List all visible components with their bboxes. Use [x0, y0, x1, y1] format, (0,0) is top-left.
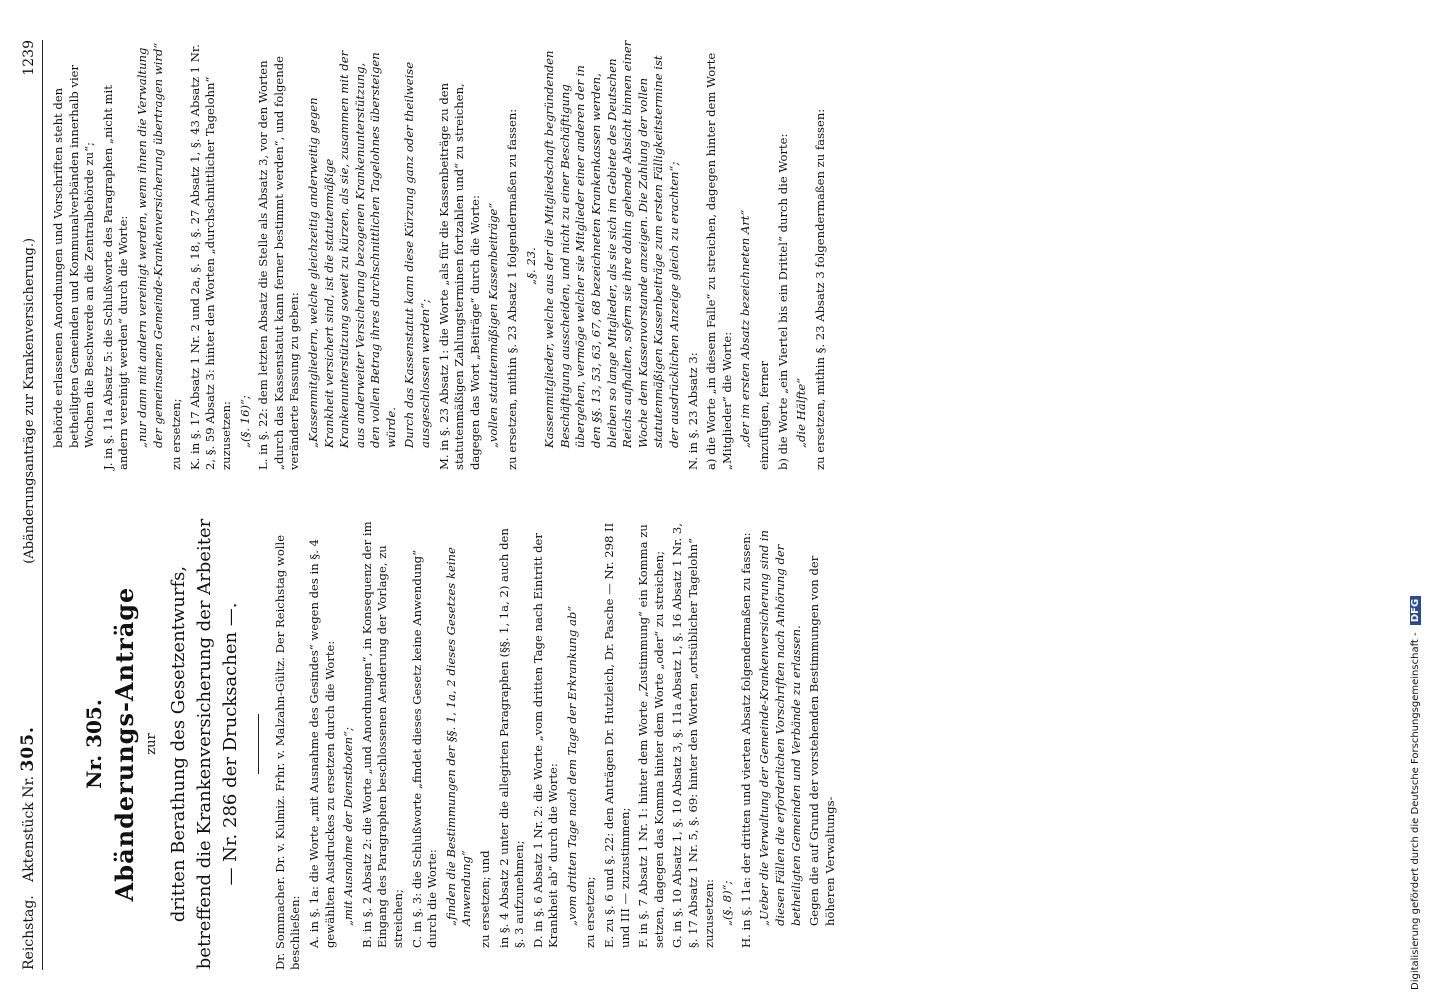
- paragraph: A. in §. 1a: die Worte „mit Ausnahme des Gesindes“ wegen des in §. 4 gewählten Ausdruckes zu ersetzen durch die Worte:: [306, 539, 337, 948]
- paragraph: J. in §. 11a Absatz 5: die Schlußworte des Paragraphen „nicht mit andern vereinigt werden“ durch die Worte:: [100, 85, 131, 470]
- paragraph: einzufügen, ferner: [756, 360, 771, 470]
- document-title: Abänderungs-Anträge: [109, 586, 139, 902]
- paragraph: K. in §. 17 Absatz 1 Nr. 2 und 2a, §. 18, §. 27 Absatz 1, §. 43 Absatz 1 Nr. 2, §. 59 Absatz 3: hinter den Worten „durchschnittlicher Tagelohn“ zuzusetzen:: [187, 44, 233, 470]
- paragraph: „finden die Bestimmungen der §§. 1, 1a, 2 dieses Gesetzes keine Anwendung“: [443, 547, 474, 926]
- paragraph: zu ersetzen, mithin §. 23 Absatz 1 folgendermaßen zu fassen:: [505, 108, 520, 470]
- section-heading: „§. 23.: [523, 247, 538, 285]
- paragraph: Durch das Kassenstatut kann diese Kürzung ganz oder theilweise ausgeschlossen werden“;: [402, 61, 433, 448]
- paragraph: H. in §. 11a: der dritten und vierten Absatz folgendermaßen zu fassen:: [738, 532, 753, 948]
- header-left: [18, 726, 38, 970]
- paragraph: zu ersetzen;: [583, 876, 598, 948]
- title-connector: zur: [144, 733, 160, 755]
- header-reichstag: Reichstag.: [21, 895, 37, 970]
- paragraph: „(§. 8)“;: [720, 880, 735, 926]
- paragraph: E. zu §. 6 und §. 22: den Anträgen Dr. Hutzleich, Dr. Pasche — Nr. 298 II und III — zuzustimmen;: [602, 522, 632, 948]
- document-number: Nr. 305.: [82, 699, 106, 789]
- paragraph: N. in §. 23 Absatz 3:: [685, 352, 700, 470]
- paragraph: M. in §. 23 Absatz 1: die Worte „als für die Kassenbeiträge zu den statutenmäßigen Zahlungsterminen fortzahlen und“ zu streichen, dagegen das Wort „Beiträge“ durch die Worte:: [436, 82, 482, 470]
- paragraph: zu ersetzen;: [169, 398, 184, 470]
- paragraph: b) die Worte „ein Viertel bis ein Drittel“ durch die Worte:: [775, 133, 790, 470]
- page-number: 1239: [21, 40, 37, 76]
- digitization-note: [1408, 0, 1430, 1000]
- divider: [258, 714, 259, 774]
- paragraph: F. in §. 7 Absatz 1 Nr. 1: hinter dem Worte „Zustimmung“ ein Komma zu setzen, dagegen das Komma hinter dem Worte „oder“ zu streichen;: [636, 524, 666, 948]
- paragraph: C. in §. 3: die Schlußworte „findet dieses Gesetz keine Anwendung“ durch die Worte:: [409, 549, 440, 948]
- paragraph: „vollen statutenmäßigen Kassenbeiträge“: [486, 202, 501, 448]
- paragraph: Kassenmitglieder, welche aus der die Mitgliedschaft begründenden Beschäftigung ausscheiden, und nicht zu einer Beschäftigung übergehen, vermöge welcher sie Mitglieder einer anderen der in den §§. 13, 53, 63, 67, 68 bezeichneten Krankenkassen werden, bleiben so lange Mitglieder, als sie sich im Gebiete des Deutschen Reichs aufhalten, sofern sie ihre dahin gehende Absicht binnen einer Woche dem Kassenvorstande anzeigen. Die Zahlung der vollen statutenmäßigen Kassenbeiträge zum ersten Fälligkeitstermine ist der ausdrücklichen Anzeige gleich zu erachten“;: [542, 40, 681, 448]
- paragraph: „die Hälfte“: [794, 377, 809, 448]
- paragraph: „nur dann mit andern vereinigt werden, wenn ihnen die Verwaltung der gemeinsamen Gemeinde-Krankenversicherung übertragen wird“: [134, 42, 165, 448]
- dfg-logo: DFG: [1410, 596, 1421, 625]
- paragraph: „Ueber die Verwaltung der Gemeinde-Krankenversicherung sind in diesen Fällen die erforderlichen Vorschriften nach Anhörung der betheiligten Gemeinden und Verbände zu erlassen.: [757, 530, 803, 926]
- motion-intro: Dr. Sommacher. Dr. v. Kulmiz. Frhr. v. Malzahn-Gültz. Der Reichstag wolle beschließen:: [272, 534, 303, 970]
- left-column: [51, 518, 841, 970]
- header-aktenstueck: Aktenstück Nr.: [21, 775, 37, 882]
- paragraph: behörde erlassenen Anordnungen und Vorschriften steht den betheiligten Gemeinden und Kommunalverbänden innerhalb vier Wochen die Beschwerde an die Zentralbehörde zu“;: [51, 64, 97, 448]
- paragraph: „Kassenmitgliedern, welche gleichzeitig anderweitig gegen Krankheit versichert sind, ist die statutenmäßige Krankenunterstützung soweit zu kürzen, als sie, zusammen mit der aus anderweiter Versicherung bezogenen Krankenunterstützung, den vollen Betrag ihres durchschnittlichen Tagelohnes übersteigen würde.: [305, 50, 398, 448]
- paragraph: „der im ersten Absatz bezeichneten Art“: [738, 209, 753, 448]
- document-subtitle: dritten Berathung des Gesetzentwurfs, betreffend die Krankenversicherung der Arbeiter — Nr. 286 der Drucksachen —.: [167, 518, 241, 970]
- paragraph: Gegen die auf Grund der vorstehenden Bestimmungen von der höheren Verwaltungs-: [807, 555, 837, 926]
- paragraph: a) die Worte „in diesem Falle“ zu streichen, dagegen hinter dem Worte „Mitglieder“ die Worte:: [704, 52, 734, 470]
- paragraph: zu ersetzen; und: [477, 850, 492, 948]
- text-columns: [51, 40, 841, 970]
- paragraph: „vom dritten Tage nach dem Tage der Erkrankung ab“: [564, 605, 579, 926]
- paragraph: D. in §. 6 Absatz 1 Nr. 2: die Worte „vom dritten Tage nach Eintritt der Krankheit ab“ durch die Worte:: [530, 533, 561, 948]
- page-header: [18, 40, 43, 970]
- paragraph: B. in §. 2 Absatz 2: die Worte „und Anordnungen“, in Konsequenz der im Eingang des Paragraphen beschlossenen Aenderung der Vorlage, zu streichen;: [359, 521, 405, 948]
- header-number: 305.: [18, 726, 38, 772]
- paragraph: in §. 4 Absatz 2 unter die allegirten Paragraphen (§§. 1, 1a, 2) auch den §. 3 aufzunehmen;: [496, 528, 527, 948]
- funding-note: Digitalisierung gefördert durch die Deutsche Forschungsgemeinschaft -: [1410, 632, 1421, 990]
- paragraph: zu ersetzen, mithin §. 23 Absatz 3 folgendermaßen zu fassen:: [812, 108, 827, 470]
- header-center: (Abänderungsanträge zur Krankenversicherung.): [22, 237, 37, 564]
- paragraph: „(§. 16)“;: [237, 395, 252, 448]
- paragraph: G. in §. 10 Absatz 1, §. 10 Absatz 3, §. 11a Absatz 1, §. 16 Absatz 1 Nr. 3, §. 17 Absatz 1 Nr. 5, §. 69: hinter den Worten „ortsüblicher Tagelohn“ zuzusetzen:: [670, 523, 716, 948]
- paragraph: L. in §. 22: dem letzten Absatz die Stelle als Absatz 3, vor den Worten „durch das Kassenstatut kann ferner bestimmt werden“, und folgende veränderte Fassung zu geben:: [256, 55, 302, 470]
- paragraph: „mit Ausnahme der Dienstboten“;: [341, 727, 356, 926]
- digitization-text: [1410, 10, 1421, 990]
- right-column: [51, 40, 841, 492]
